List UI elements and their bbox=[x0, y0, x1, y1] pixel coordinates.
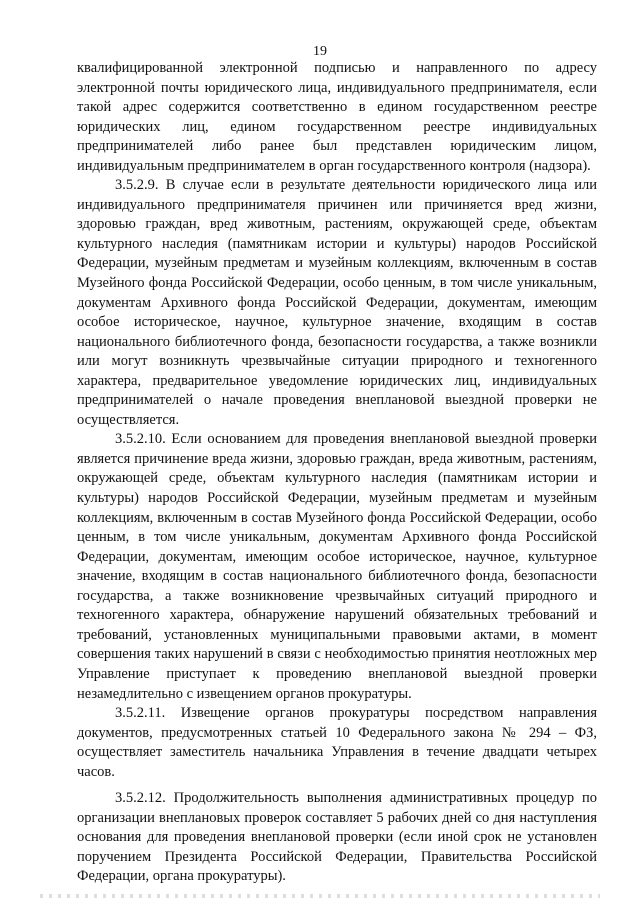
paragraph-continuation: квалифицированной электронной подписью и направленного по адресу электронной почты юридического лица, индивидуального предпринимателя, если такой адрес содержится соответственно в едином государственном реестре юридических лиц, едином государственном реестре индивидуальных предпринимателей либо ранее был представлен юридическим лицом, индивидуальным предпринимателем в орган государственного контроля (надзора). bbox=[77, 60, 597, 174]
paragraph-3-5-2-10: 3.5.2.10. Если основанием для проведения внеплановой выездной проверки является причинение вреда жизни, здоровью граждан, вреда животным, растениям, окружающей среде, объектам культурного наследия (памятникам истории и культуры) народов Российской Федерации, музейным предметам и музейным коллекциям, включенным в состав Музейного фонда Российской Федерации, особо ценным, в том числе уникальным, документам Архивного фонда Российской Федерации, документам, имеющим особое историческое, научное, культурное значение, входящим в состав национального библиотечного фонда, безопасности государства, а также возникновение чрезвычайных ситуаций природного и техногенного характера, обнаружение нарушений обязательных требований и требований, установленных муниципальными правовыми актами, в момент совершения таких нарушений в связи с необходимостью принятия неотложных мер Управление приступает к проведению внеплановой выездной проверки незамедлительно с извещением органов прокуратуры. bbox=[77, 431, 597, 702]
page-number: 19 bbox=[313, 44, 327, 59]
scan-artifact-strip bbox=[40, 894, 600, 898]
document-body bbox=[77, 59, 597, 887]
paragraph-3-5-2-9: 3.5.2.9. В случае если в результате деятельности юридического лица или индивидуального предпринимателя причинен или причиняется вред жизни, здоровью граждан, вред животным, растениям, окружающей среде, объектам культурного наследия (памятникам истории и культуры) народов Российской Федерации, музейным предметам и музейным коллекциям, включенным в состав Музейного фонда Российской Федерации, особо ценным, в том числе уникальным, документам Архивного фонда Российской Федерации, документам, имеющим особое историческое, научное, культурное значение, входящим в состав национального библиотечного фонда, безопасности государства, а также возникли или могут возникнуть чрезвычайные ситуации природного и техногенного характера, предварительное уведомление юридических лиц, индивидуальных предпринимателей о начале проведения внеплановой выездной проверки не осуществляется. bbox=[77, 177, 597, 428]
paragraph-3-5-2-12: 3.5.2.12. Продолжительность выполнения административных процедур по организации внеплановых проверок составляет 5 рабочих дней со дня наступления основания для проведения внеплановой проверки (если иной срок не установлен поручением Президента Российской Федерации, Правительства Российской Федерации, органа прокуратуры). bbox=[77, 790, 597, 885]
paragraph-3-5-2-11: 3.5.2.11. Извещение органов прокуратуры посредством направления документов, предусмотренных статьей 10 Федерального закона № 294 – ФЗ, осуществляет заместитель начальника Управления в течение двадцати четырех часов. bbox=[77, 705, 597, 780]
